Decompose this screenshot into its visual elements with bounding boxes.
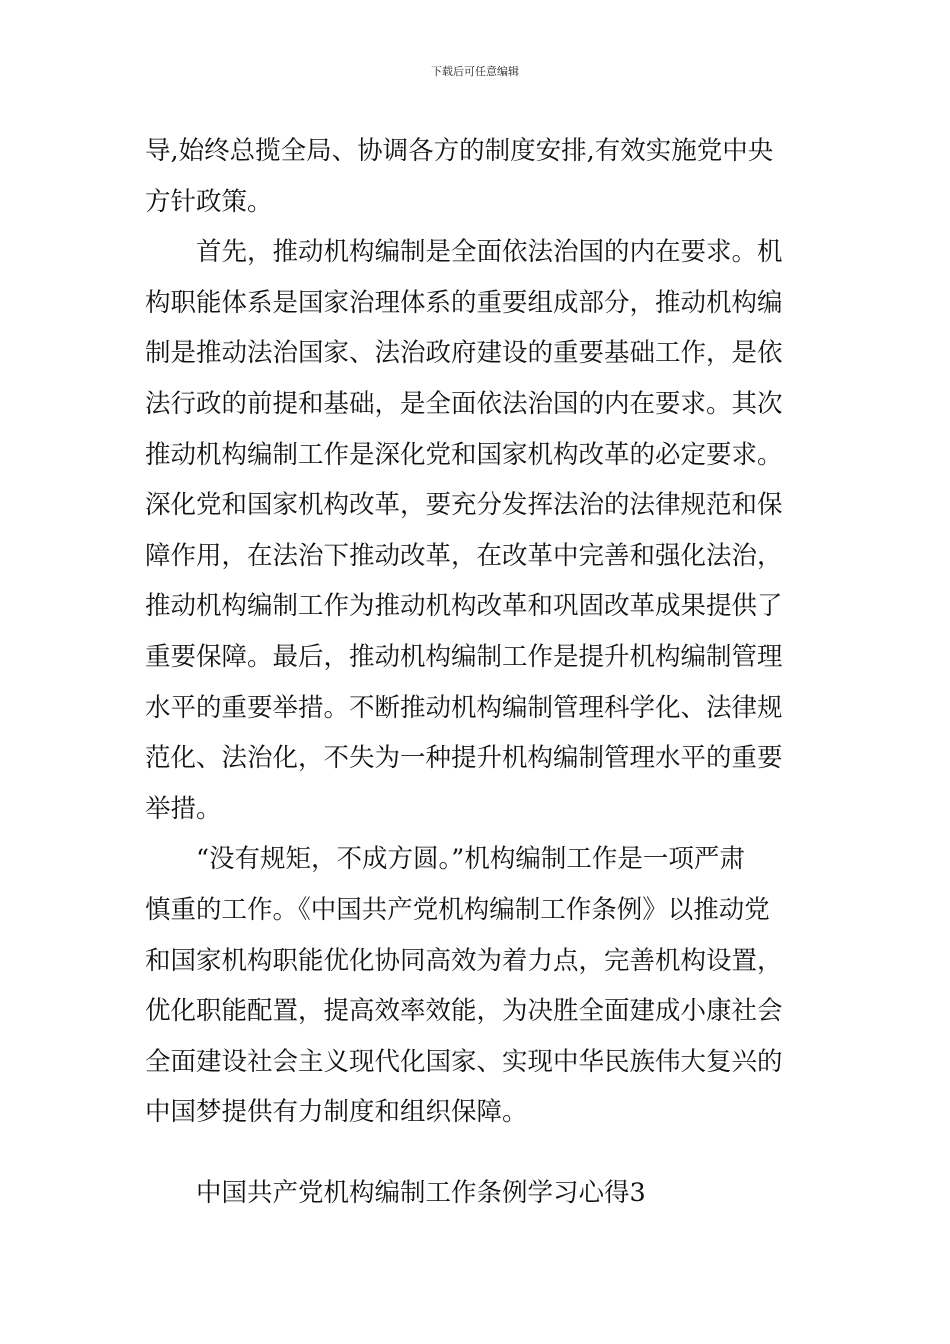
text-line: 障作用，在法治下推动改革，在改革中完善和强化法治， xyxy=(145,540,783,571)
text-line: 方针政策。 xyxy=(145,186,273,217)
text-line: 导,始终总揽全局、协调各方的制度安排,有效实施党中央 xyxy=(145,136,774,166)
text-line: 举措。 xyxy=(145,793,222,824)
text-line: 范化、法治化，不失为一种提升机构编制管理水平的重要 xyxy=(145,743,783,774)
paragraph-importance xyxy=(145,227,810,834)
text-line: 重要保障。最后，推动机构编制工作是提升机构编制管理 xyxy=(145,641,783,672)
page-header-note: 下载后可任意编辑 xyxy=(431,65,519,78)
text-line: 中国梦提供有力制度和组织保障。 xyxy=(145,1097,528,1128)
text-line: 构职能体系是国家治理体系的重要组成部分，推动机构编 xyxy=(145,287,783,318)
text-line: 推动机构编制工作是深化党和国家机构改革的必定要求。 xyxy=(145,439,783,470)
paragraph-continuation xyxy=(145,126,810,227)
text-line: “没有规矩，不成方圆。”机构编制工作是一项严肃 xyxy=(196,844,745,875)
text-line: 和国家机构职能优化协同高效为着力点，完善机构设置， xyxy=(145,945,783,976)
text-line: 首先，推动机构编制是全面依法治国的内在要求。机 xyxy=(196,237,783,268)
section-title: 中国共产党机构编制工作条例学习心得3 xyxy=(196,1178,646,1208)
text-line: 水平的重要举措。不断推动机构编制管理科学化、法律规 xyxy=(145,692,783,723)
text-line: 推动机构编制工作为推动机构改革和巩固改革成果提供了 xyxy=(145,591,783,622)
document-body xyxy=(145,126,810,1138)
text-line: 法行政的前提和基础，是全面依法治国的内在要求。其次 xyxy=(145,388,783,419)
text-line: 深化党和国家机构改革，要充分发挥法治的法律规范和保 xyxy=(145,490,783,521)
text-line: 制是推动法治国家、法治政府建设的重要基础工作，是依 xyxy=(145,338,783,369)
paragraph-conclusion xyxy=(145,834,810,1138)
text-line: 慎重的工作。《中国共产党机构编制工作条例》以推动党 xyxy=(145,894,770,925)
text-line: 全面建设社会主义现代化国家、实现中华民族伟大复兴的 xyxy=(145,1046,783,1077)
text-line: 优化职能配置，提高效率效能，为决胜全面建成小康社会 xyxy=(145,996,783,1027)
